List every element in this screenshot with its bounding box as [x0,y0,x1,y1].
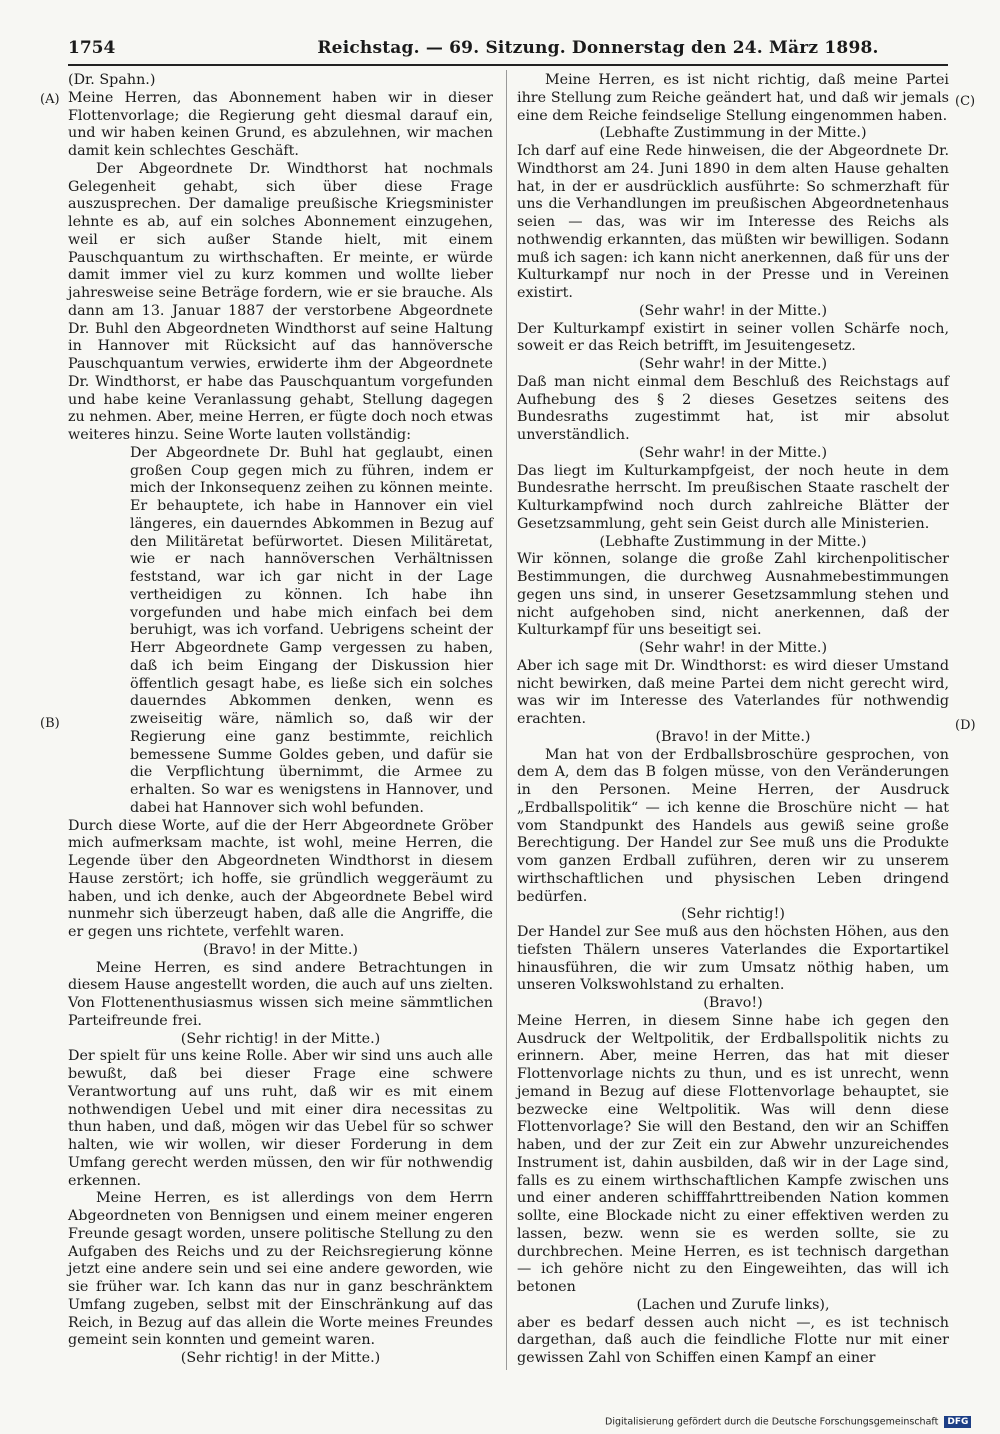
interjection: (Sehr wahr! in der Mitte.) [638,640,828,656]
interjection: (Bravo! in der Mitte.) [202,941,359,958]
footer-credit [605,1416,971,1428]
interjection: (Sehr wahr! in der Mitte.) [638,356,828,372]
paragraph: Man hat von der Erdballsbroschüre gesprochen, von dem A, dem das B folgen müsse, von den Veränderungen in den Personen. Meine Herren, der Ausdruck „Erdballspolitik“ — ich kenne die Broschüre nicht — hat vom Standpunkt des Handels aus gewiß seine große Berechtigung. Der Handel zur See muß uns die Produkte vom ganzen Erdball zuführen, deren wir zu unserem wirthschaftlichen und physischen Leben dringend bedürfen. [517,746,949,905]
margin-mark-c: (C) [955,94,976,109]
margin-mark-d: (D) [955,718,976,733]
margin-mark-b: (B) [40,716,60,731]
dfg-logo: DFG [944,1416,971,1428]
left-column [68,72,493,1368]
interjection: (Sehr wahr! in der Mitte.) [638,444,828,461]
interjection: (Lebhafte Zustimmung in der Mitte.) [599,125,867,142]
column-divider [506,70,507,1370]
paragraph: Der Kulturkampf existirt in seiner vollen Schärfe noch, soweit er das Reich betrifft, im Jesuitengesetz. [517,320,949,355]
paragraph: Der Abgeordnete Dr. Windthorst hat nochmals Gelegenheit gehabt, sich über diese Frage auszusprechen. Der damalige preußische Kriegsminister lehnte es ab, auf ein solches Abonnement einzugehen, weil er sich außer Stande hielt, mit einem Pauschquantum zu wirthschaften. Er meinte, er würde damit immer viel zu kurz kommen und wollte lieber jahresweise seine Beträge fordern, wie er sie brauche. Als dann am 13. Januar 1887 der verstorbene Abgeordnete Dr. Buhl den Abgeordneten Windthorst auf seine Haltung in Hannover mit Rücksicht auf das hannöversche Pauschquantum verwies, erwiderte ihm der Abgeordnete Dr. Windthorst, er habe das Pauschquantum vorgefunden und habe keine Veranlassung gehabt, Stellung dagegen zu nehmen. Aber, meine Herren, er fügte doch noch etwas weiteres hinzu. Seine Worte lauten vollständig: [68,160,493,443]
paragraph: aber es bedarf dessen auch nicht —, es ist technisch dargethan, daß auch die feindliche Flotte nur mit einer gewissen Zahl von Schiffen einen Kampf an einer [517,1314,949,1366]
interjection: (Sehr richtig! in der Mitte.) [180,1030,381,1047]
interjection: (Sehr wahr! in der Mitte.) [638,302,828,319]
paragraph: Meine Herren, in diesem Sinne habe ich gegen den Ausdruck der Weltpolitik, der Erdballspolitik nichts zu erinnern. Aber, meine Herren, das hat mit dieser Flottenvorlage nichts zu thun, und es ist unrecht, wenn jemand in Bezug auf diese Flottenvorlage behauptet, sie bezwecke eine Weltpolitik. Was will denn diese Flottenvorlage? Sie will den Bestand, den wir an Schiffen haben, und der zur Zeit ein zur Abwehr unzureichendes Instrument ist, dahin ausbilden, daß wir in der Lage sind, falls es zu einem wirthschaftlichen Kampfe zwischen uns und einer anderen schifffahrttreibenden Nation kommen sollte, eine Blockade nicht zu einer effektiven werden zu lassen, bezw. wenn sie es werden sollte, sie zu durchbrechen. Meine Herren, es ist technisch dargethan — ich gehöre nicht zu den Eingeweihten, das will ich betonen [517,1012,949,1295]
footer-text: Digitalisierung gefördert durch die Deutsche Forschungsgemeinschaft [605,1416,939,1428]
paragraph: Das liegt im Kulturkampfgeist, der noch heute in dem Bundesrathe herrscht. Im preußischen Staate raschelt der Kulturkampfwind noch durch zahlreiche Blätter der Gesetzsammlung, geht sein Geist durch alle Ministerien. [517,462,949,532]
paragraph: Meine Herren, es ist allerdings von dem Herrn Abgeordneten von Bennigsen und einem meiner engeren Freunde gesagt worden, unsere politische Stellung zu den Aufgaben des Reichs und zu der Reichsregierung könne jetzt eine andere sein und sei eine andere geworden, wie sie früher war. Ich kann das nur in ganz beschränktem Umfang zugeben, selbst mit der Einschränkung auf das Reich, in Bezug auf das allein die Worte meines Freundes gemeint sein konnten und gemeint waren. [68,1190,493,1349]
speaker-label: (Dr. Spahn.) [68,72,156,88]
paragraph: Der spielt für uns keine Rolle. Aber wir sind uns auch alle bewußt, daß bei dieser Frage eine schwere Verantwortung auf uns ruht, daß wir es mit einem nothwendigen Uebel und mit einer dira necessitas zu thun haben, und daß, mögen wir das Uebel für so schwer halten, wie wir wollen, wir dieser Forderung in dem Umfang gerecht werden müssen, den wir für nothwendig erkennen. [68,1048,493,1189]
paragraph: Meine Herren, es ist nicht richtig, daß meine Partei ihre Stellung zum Reiche geändert hat, und daß wir jemals eine dem Reiche feindselige Stellung eingenommen haben. [517,72,949,124]
interjection: (Sehr richtig! in der Mitte.) [180,1350,381,1366]
paragraph: Meine Herren, es sind andere Betrachtungen in diesem Hause angestellt worden, die auch auf uns zielten. Von Flottenenthusiasmus wissen sich meine sämmtlichen Parteifreunde frei. [68,959,493,1029]
page-number: 1754 [68,38,116,58]
running-title: Reichstag. — 69. Sitzung. Donnerstag den 24. März 1898. [317,38,879,58]
interjection: (Sehr richtig!) [681,906,785,923]
paragraph: Aber ich sage mit Dr. Windthorst: es wird dieser Umstand nicht bewirken, daß meine Partei dem nicht gerecht wird, was wir im Interesse des Vaterlandes für nothwendig erachten. [517,657,949,727]
paragraph: Wir können, solange die große Zahl kirchenpolitischer Bestimmungen, die durchweg Ausnahmebestimmungen gegen uns sind, in unserer Gesetzsammlung stehen und nicht aufgehoben sind, nicht anerkennen, daß der Kulturkampf für uns beseitigt sei. [517,551,949,639]
paragraph: Der Handel zur See muß aus den höchsten Höhen, aus den tiefsten Thälern unseres Vaterlandes die Exportartikel hinausführen, die wir zum Umsatz nöthig haben, um unseren Volkswohlstand zu erhalten. [517,924,949,994]
page-header [68,38,948,66]
paragraph: Daß man nicht einmal dem Beschluß des Reichstags auf Aufhebung des § 2 dieses Gesetzes seitens des Bundesraths zugestimmt hat, ist mir absolut unverständlich. [517,373,949,443]
interjection: (Bravo! in der Mitte.) [655,728,811,745]
interjection: (Lebhafte Zustimmung in der Mitte.) [599,533,867,550]
block-quote: Der Abgeordnete Dr. Buhl hat geglaubt, einen großen Coup gegen mich zu führen, indem er mich der Inkonsequenz zeihen zu können meinte. Er behauptete, ich habe in Hannover ein viel längeres, ein dauerndes Abkommen in Bezug auf den Militäretat befürwortet. Diesen Militäretat, wie er nach hannöverschen Verhältnissen feststand, war ich gar nicht in der Lage vertheidigen zu können. Ich habe ihn vorgefunden und habe mich einfach bei dem beruhigt, was ich vorfand. Uebrigens scheint der Herr Abgeordnete Gamp vergessen zu haben, daß ich beim Eingang der Diskussion hier öffentlich gesagt habe, es ließe sich ein solches dauerndes Abkommen denken, wenn es zweiseitig wäre, nämlich so, daß wir der Regierung eine ganz bestimmte, reichlich bemessene Summe Goldes geben, und dafür sie die Verpflichtung übernimmt, die Armee zu erhalten. So war es wenigstens in Hannover, und dabei hat Hannover sich wohl befunden. [130,444,493,816]
paragraph: Meine Herren, das Abonnement haben wir in dieser Flottenvorlage; die Regierung geht diesmal darauf ein, und wir haben keinen Grund, es abzulehnen, wir machen damit kein schlechtes Geschäft. [68,89,493,159]
paragraph: Durch diese Worte, auf die der Herr Abgeordnete Gröber mich aufmerksam machte, ist wohl, meine Herren, die Legende über den Abgeordneten Windthorst in diesem Hause zerstört; ich hoffe, sie gründlich weggeräumt zu haben, und ich denke, auch der Abgeordnete Bebel wird nunmehr sich überzeugt haben, daß alle die Angriffe, die er gegen uns richtete, verfehlt waren. [68,817,493,940]
right-column [517,72,949,1368]
margin-mark-a: (A) [40,92,60,107]
interjection: (Bravo!) [703,995,763,1011]
interjection: (Lachen und Zurufe links), [636,1296,830,1313]
paragraph: Ich darf auf eine Rede hinweisen, die der Abgeordnete Dr. Windthorst am 24. Juni 1890 in dem alten Hause gehalten hat, in der er ausdrücklich ausführte: So schmerzhaft für uns die Verhandlungen im preußischen Abgeordnetenhaus seien — das, was wir im Interesse des Reichs als nothwendig erkannten, das müßten wir bewilligen. Sodann muß ich sagen: ich kann nicht anerkennen, daß für uns der Kulturkampf nur noch in der Presse und in Vereinen existirt. [517,143,949,301]
